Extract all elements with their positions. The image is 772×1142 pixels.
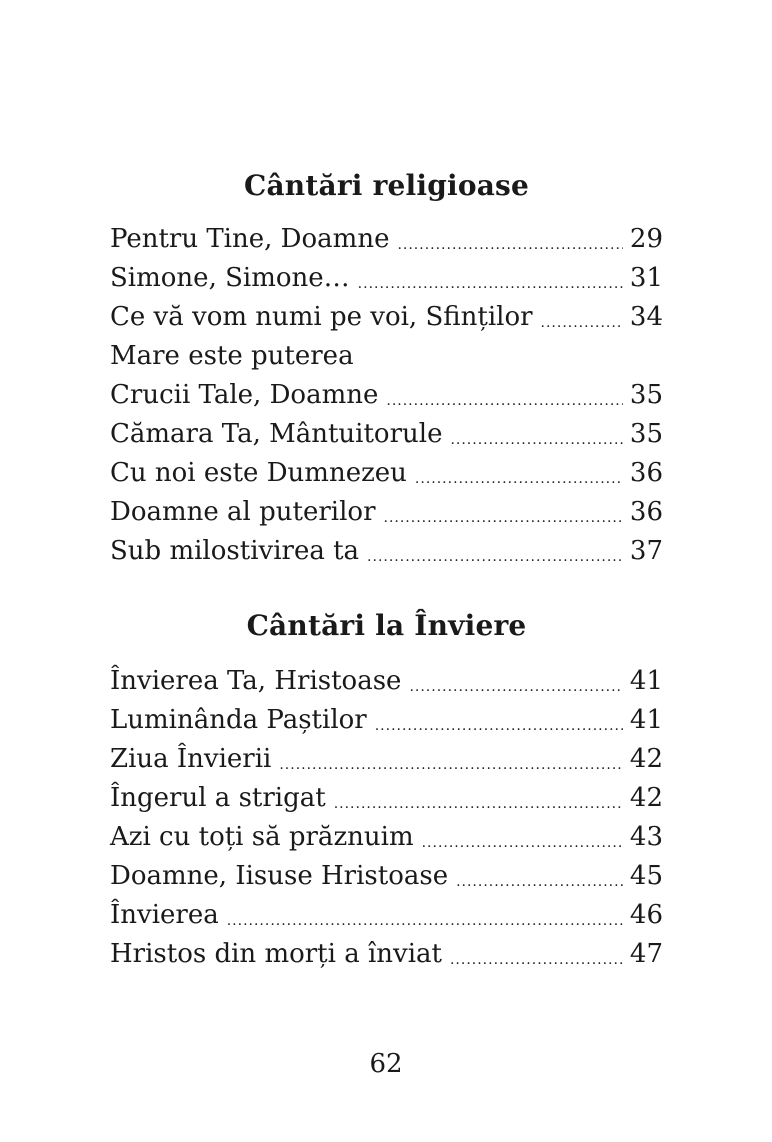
dot-leader	[279, 746, 623, 785]
dot-leader	[358, 265, 623, 304]
toc-entry	[110, 662, 663, 701]
toc-entry-page: 42	[629, 783, 663, 813]
dot-leader	[541, 304, 623, 343]
toc-entry-title: Învierea	[110, 900, 219, 930]
toc-entry-title: Crucii Tale, Doamne	[110, 380, 379, 410]
toc-entry	[110, 259, 663, 298]
toc-section-religioase	[110, 166, 663, 571]
toc-entry-page: 36	[629, 497, 663, 527]
dot-leader	[415, 460, 623, 499]
toc-entry-title: Doamne al puterilor	[110, 497, 376, 527]
toc-entry	[110, 454, 663, 493]
dot-leader	[375, 707, 623, 746]
toc-entry-page: 46	[629, 900, 663, 930]
dot-leader	[409, 668, 623, 707]
toc-entry-page: 42	[629, 744, 663, 774]
toc-entry-title: Îngerul a strigat	[110, 783, 326, 813]
dot-leader	[227, 902, 623, 941]
toc-entry-page: 35	[629, 380, 663, 410]
toc-entry-title: Cu noi este Dumnezeu	[110, 458, 407, 488]
toc-entry-title: Sub milostivirea ta	[110, 536, 360, 566]
toc-entry-page: 36	[629, 458, 663, 488]
toc-entry	[110, 376, 663, 415]
dot-leader	[450, 941, 623, 980]
toc-entry-title: Mare este puterea	[110, 341, 354, 371]
toc-entry-title: Cămara Ta, Mântuitorule	[110, 419, 443, 449]
toc-entry	[110, 532, 663, 571]
toc-entry-title: Azi cu toți să prăznuim	[110, 822, 414, 852]
toc-entry	[110, 493, 663, 532]
toc-entry-page: 37	[629, 536, 663, 566]
toc-entry-title: Luminânda Paștilor	[110, 705, 367, 735]
toc-entry-page: 35	[629, 419, 663, 449]
toc-entry-page: 45	[629, 861, 663, 891]
dot-leader	[334, 785, 623, 824]
toc-entry	[110, 701, 663, 740]
page-number: 62	[369, 1049, 403, 1079]
toc-entry-page: 41	[629, 666, 663, 696]
toc-entry-page: 34	[629, 302, 663, 332]
toc-list	[110, 662, 663, 974]
toc-entry	[110, 896, 663, 935]
section-title: Cântări religioase	[243, 169, 530, 202]
toc-entry-title: Hristos din morți a înviat	[110, 939, 442, 969]
toc-entry	[110, 220, 663, 259]
toc-entry	[110, 740, 663, 779]
toc-entry-title: Ce vă vom numi pe voi, Sfinților	[110, 302, 533, 332]
toc-entry-page: 41	[629, 705, 663, 735]
dot-leader	[397, 226, 623, 265]
dot-leader	[456, 863, 623, 902]
toc-entry-title: Ziua Învierii	[110, 744, 272, 774]
toc-entry-title: Doamne, Iisuse Hristoase	[110, 861, 449, 891]
toc-entry	[110, 779, 663, 818]
section-title: Cântări la Înviere	[246, 609, 527, 642]
toc-entry-title: Pentru Tine, Doamne	[110, 224, 390, 254]
toc-entry-page: 29	[629, 224, 663, 254]
dot-leader	[450, 421, 623, 460]
toc-entry-title: Învierea Ta, Hristoase	[110, 666, 402, 696]
toc-entry-page: 47	[629, 939, 663, 969]
toc-entry	[110, 857, 663, 896]
dot-leader	[384, 499, 624, 538]
toc-entry-title: Simone, Simone…	[110, 263, 350, 293]
toc-entry-page: 31	[629, 263, 663, 293]
dot-leader	[367, 538, 623, 577]
toc-list	[110, 220, 663, 571]
toc-section-inviere	[110, 606, 663, 974]
toc-entry-page: 43	[629, 822, 663, 852]
dot-leader	[386, 382, 623, 421]
dot-leader	[422, 824, 623, 863]
